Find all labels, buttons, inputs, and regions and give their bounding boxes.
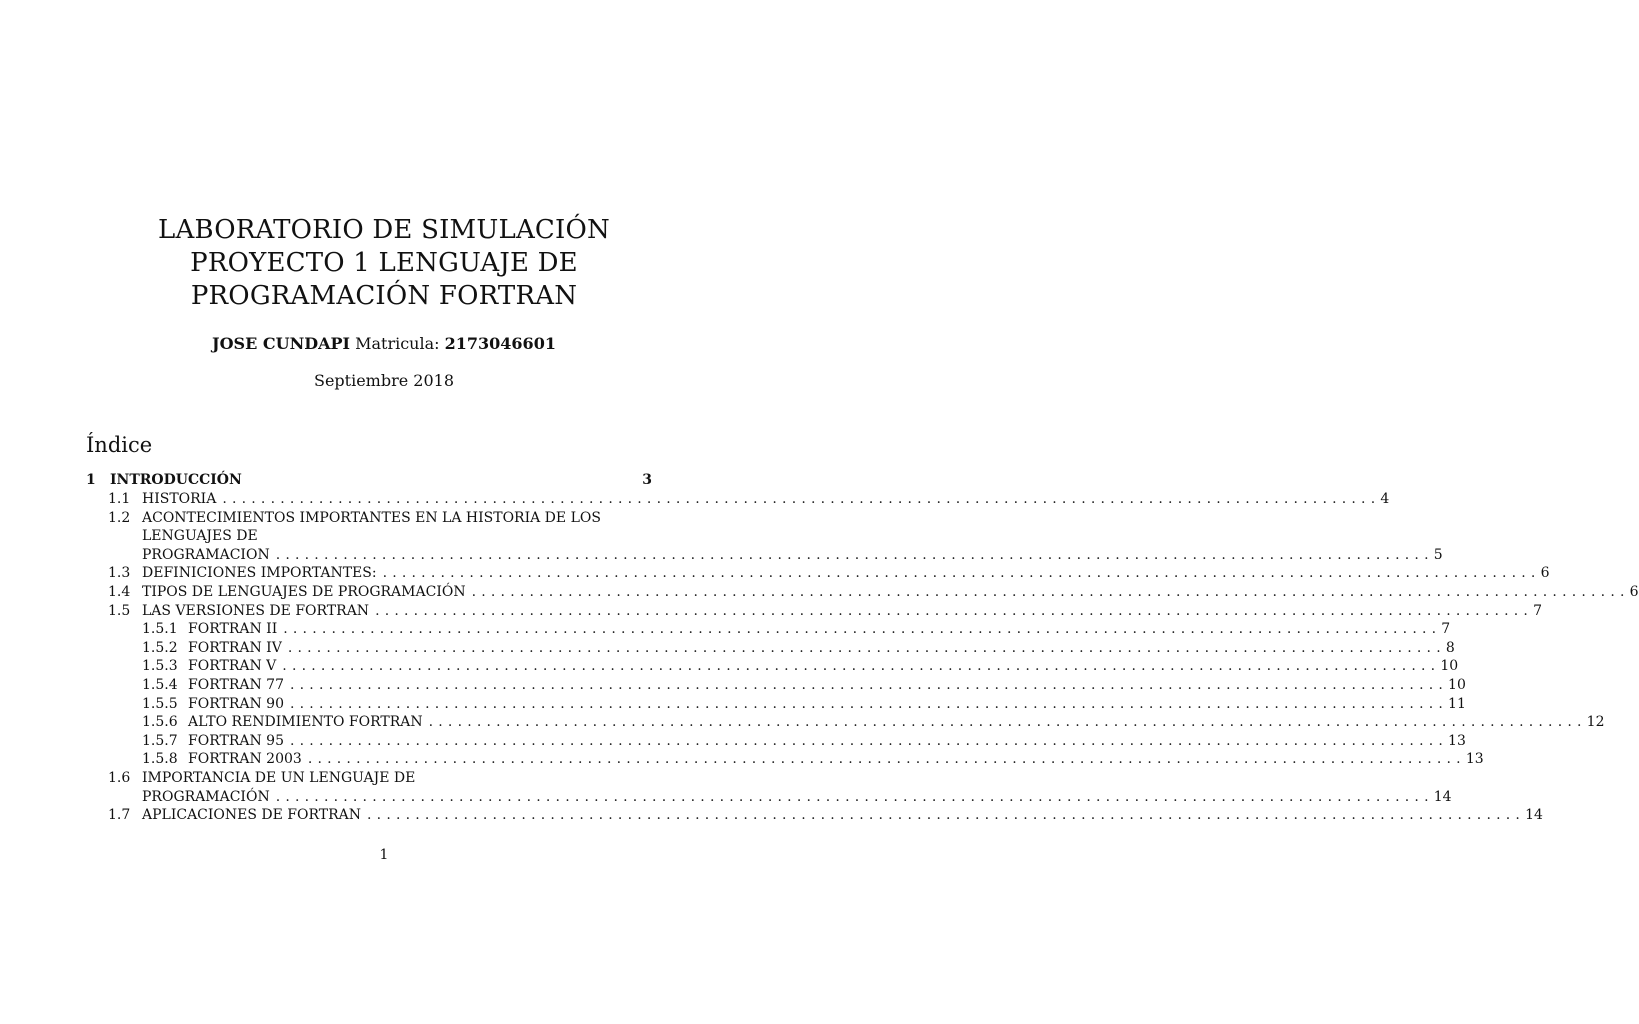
toc-page: 6 (1629, 583, 1639, 600)
toc-number: 1.5.5 (142, 695, 178, 712)
toc-entry-1-5-6[interactable] (86, 713, 1605, 732)
toc-entry-body (188, 657, 1459, 676)
toc-entry-1-1[interactable] (86, 490, 1390, 509)
toc-entry-1-7[interactable] (86, 806, 1543, 825)
toc-page: 6 (1540, 565, 1550, 582)
toc-number: 1.5.7 (142, 732, 178, 749)
toc-label: PROGRAMACIÓN (142, 788, 270, 805)
toc-entry-1-2-line-2[interactable] (86, 527, 652, 546)
toc-label: ACONTECIMIENTOS IMPORTANTES EN LA HISTORIA DE LOS (142, 509, 601, 526)
matricula-value: 2173046601 (444, 334, 556, 353)
toc-leader: ........................................................................................................................ (222, 491, 1381, 507)
toc-entry-1-5-2[interactable] (86, 639, 1455, 658)
toc-number: 1.5.3 (142, 658, 178, 675)
toc-page: 11 (1448, 695, 1466, 712)
toc-number: 1.5.6 (142, 714, 178, 731)
toc-number: 1.5.2 (142, 639, 178, 656)
toc-label: FORTRAN IV (188, 639, 282, 656)
page-number: 1 (379, 847, 389, 863)
toc-entry-body (188, 639, 1455, 658)
toc-entry-body (188, 713, 1605, 732)
toc-leader: ........................................................................................................................ (307, 751, 1466, 768)
toc-leader: ........................................................................................................................ (290, 676, 1449, 693)
toc-entry-1-5-5[interactable] (86, 695, 1466, 714)
toc-page: 13 (1448, 732, 1466, 749)
toc-page: 12 (1586, 714, 1605, 731)
toc-leader: ........................................................................................................................ (367, 807, 1526, 824)
toc-label: PROGRAMACION (142, 546, 270, 563)
toc-page: 13 (1465, 751, 1484, 768)
toc-entry-1-5-8[interactable] (86, 750, 1484, 769)
toc-entry-body (142, 546, 1443, 565)
toc-entry-body (142, 806, 1543, 825)
title-line-3: PROGRAMACIÓN FORTRAN (190, 281, 578, 311)
author-name: JOSE CUNDAPI (212, 334, 350, 353)
toc-leader: ........................................................................................................................ (290, 732, 1449, 749)
toc-label: INTRODUCCIÓN (110, 472, 242, 488)
toc-entry-1-2-line-1[interactable] (86, 509, 652, 528)
toc-leader: ........................................................................................................................ (471, 583, 1630, 600)
toc-number: 1.5.4 (142, 676, 178, 693)
toc-label: TIPOS DE LENGUAJES DE PROGRAMACIÓN (142, 583, 466, 600)
toc-page: 3 (642, 472, 652, 488)
toc-page: 4 (1380, 491, 1390, 507)
toc-entry-1-6-line-2[interactable] (86, 788, 1452, 807)
toc-label: LENGUAJES DE (142, 528, 258, 545)
toc-leader: ........................................................................................................................ (287, 639, 1446, 656)
toc-entry-1[interactable] (86, 470, 652, 490)
toc-number: 1.5 (108, 602, 131, 619)
index-heading: Índice (86, 433, 153, 457)
toc-entry-1-5-1[interactable] (86, 620, 1451, 639)
toc-label: FORTRAN V (188, 658, 277, 675)
toc-number: 1.2 (108, 509, 131, 526)
toc-page: 10 (1440, 658, 1459, 675)
toc-entry-body (188, 732, 1466, 751)
toc-entry-body (142, 602, 1543, 621)
toc-leader: ........................................................................................................................ (282, 658, 1441, 675)
toc-label: FORTRAN 90 (188, 695, 284, 712)
toc-number: 1.5.8 (142, 751, 178, 768)
toc-label: FORTRAN 95 (188, 732, 284, 749)
toc-page: 7 (1441, 621, 1451, 638)
toc-label: LAS VERSIONES DE FORTRAN (142, 602, 370, 619)
toc-number: 1.5.1 (142, 621, 178, 638)
toc-entry-body (110, 470, 652, 490)
toc-label: ALTO RENDIMIENTO FORTRAN (188, 714, 423, 731)
toc-entry-body (142, 788, 1452, 807)
toc-leader: ........................................................................................................................ (275, 546, 1434, 563)
toc-label: FORTRAN 77 (188, 676, 284, 693)
toc-page: 5 (1433, 546, 1443, 563)
document-date: Septiembre 2018 (313, 371, 455, 390)
matricula-label: Matricula: (355, 334, 440, 353)
toc-label: APLICACIONES DE FORTRAN (142, 807, 362, 824)
toc-entry-body (188, 750, 1484, 769)
toc-page: 14 (1433, 788, 1452, 805)
toc-page: 10 (1448, 676, 1466, 693)
author-line (0, 334, 768, 354)
toc-page: 7 (1533, 602, 1543, 619)
toc-number: 1.7 (108, 807, 131, 824)
toc-number: 1.3 (108, 565, 131, 582)
toc-entry-1-5-3[interactable] (86, 657, 1459, 676)
toc-page: 14 (1525, 807, 1543, 824)
toc-number: 1 (86, 472, 96, 488)
toc-label: FORTRAN 2003 (188, 751, 302, 768)
toc-entry-1-5-4[interactable] (86, 676, 1466, 695)
toc-leader: ........................................................................................................................ (290, 695, 1449, 712)
toc-entry-body (142, 564, 1550, 583)
toc-entry-1-6-line-1[interactable] (86, 769, 652, 788)
toc-leader: ........................................................................................................................ (275, 788, 1434, 805)
toc-leader: ........................................................................................................................ (375, 602, 1534, 619)
toc-entry-1-5[interactable] (86, 602, 1543, 621)
toc-leader: ........................................................................................................................ (283, 621, 1442, 638)
toc-entry-1-5-7[interactable] (86, 732, 1466, 751)
toc-entry-1-2-line-3[interactable] (86, 546, 1443, 565)
toc-leader: ........................................................................................................................ (428, 714, 1587, 731)
table-of-contents (86, 470, 1639, 825)
toc-entry-body (188, 620, 1451, 639)
toc-label: DEFINICIONES IMPORTANTES: (142, 565, 377, 582)
toc-number: 1.6 (108, 769, 131, 786)
toc-entry-1-3[interactable] (86, 564, 1550, 583)
toc-label: FORTRAN II (188, 621, 278, 638)
toc-leader: ........................................................................................................................ (382, 565, 1541, 582)
toc-page: 8 (1445, 639, 1455, 656)
toc-number: 1.4 (108, 583, 131, 600)
toc-label: IMPORTANCIA DE UN LENGUAJE DE (142, 769, 416, 786)
toc-entry-1-4[interactable] (86, 583, 1639, 602)
toc-number: 1.1 (108, 491, 131, 507)
toc-entry-body (188, 676, 1466, 695)
title-line-1: LABORATORIO DE SIMULACIÓN (158, 215, 610, 245)
toc-label: HISTORIA (142, 491, 217, 507)
toc-entry-body (142, 490, 1390, 509)
document-title (0, 214, 768, 313)
title-line-2: PROYECTO 1 LENGUAJE DE (190, 248, 578, 278)
toc-entry-body (142, 583, 1639, 602)
toc-entry-body (188, 695, 1466, 714)
